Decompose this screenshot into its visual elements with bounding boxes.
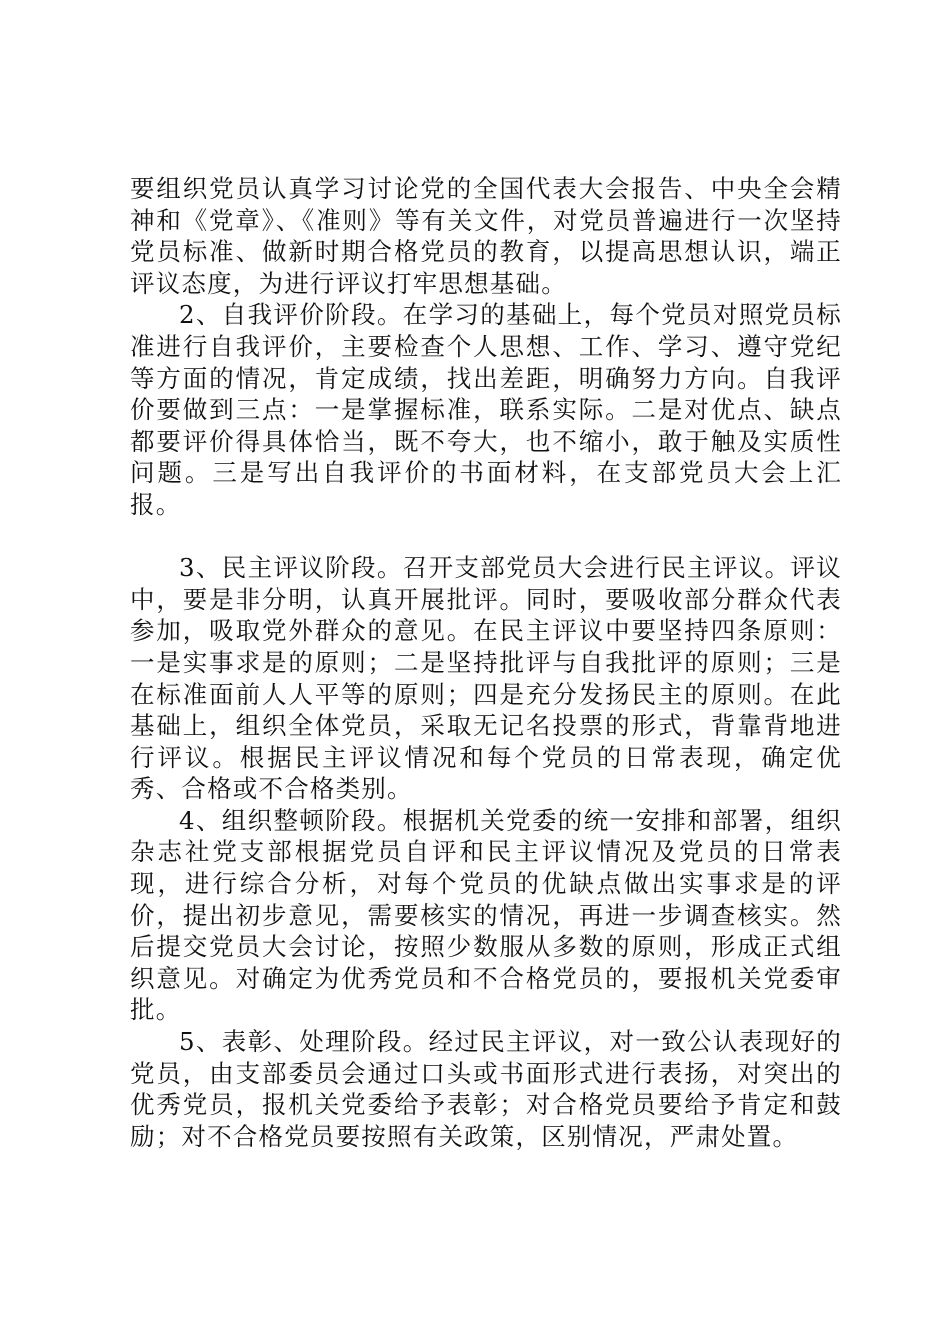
paragraph-study-stage-continuation: 要组织党员认真学习讨论党的全国代表大会报告、中央全会精神和《党章》、《准则》等有关文件，对党员普遍进行一次坚持党员标准、做新时期合格党员的教育，以提高思想认识，端正评议态度，为进行评议打牢思想基础。 bbox=[130, 174, 842, 298]
paragraph-organizational-rectification-stage: 4、组织整顿阶段。根据机关党委的统一安排和部署，组织杂志社党支部根据党员自评和民主评议情况及党员的日常表现，进行综合分析，对每个党员的优缺点做出实事求是的评价，提出初步意见，需要核实的情况，再进一步调查核实。然后提交党员大会讨论，按照少数服从多数的原则，形成正式组织意见。对确定为优秀党员和不合格党员的，要报机关党委审批。 bbox=[130, 805, 842, 1025]
paragraph-democratic-review-stage: 3、民主评议阶段。召开支部党员大会进行民主评议。评议中，要是非分明，认真开展批评。同时，要吸收部分群众代表参加，吸取党外群众的意见。在民主评议中要坚持四条原则：一是实事求是的原则；二是坚持批评与自我批评的原则；三是在标准面前人人平等的原则；四是充分发扬民主的原则。在此基础上，组织全体党员，采取无记名投票的形式，背靠背地进行评议。根据民主评议情况和每个党员的日常表现，确定优秀、合格或不合格类别。 bbox=[130, 553, 842, 804]
document-body bbox=[130, 173, 842, 1152]
paragraph-spacer bbox=[130, 521, 842, 553]
paragraph-self-evaluation-stage: 2、自我评价阶段。在学习的基础上，每个党员对照党员标准进行自我评价，主要检查个人思想、工作、学习、遵守党纪等方面的情况，肯定成绩，找出差距，明确努力方向。自我评价要做到三点：一是掌握标准，联系实际。二是对优点、缺点都要评价得具体恰当，既不夸大，也不缩小，敢于触及实质性问题。三是写出自我评价的书面材料，在支部党员大会上汇报。 bbox=[130, 300, 842, 519]
paragraph-commendation-handling-stage: 5、表彰、处理阶段。经过民主评议，对一致公认表现好的党员，由支部委员会通过口头或书面形式进行表扬，对突出的优秀党员，报机关党委给予表彰；对合格党员要给予肯定和鼓励；对不合格党员要按照有关政策，区别情况，严肃处置。 bbox=[130, 1027, 842, 1151]
